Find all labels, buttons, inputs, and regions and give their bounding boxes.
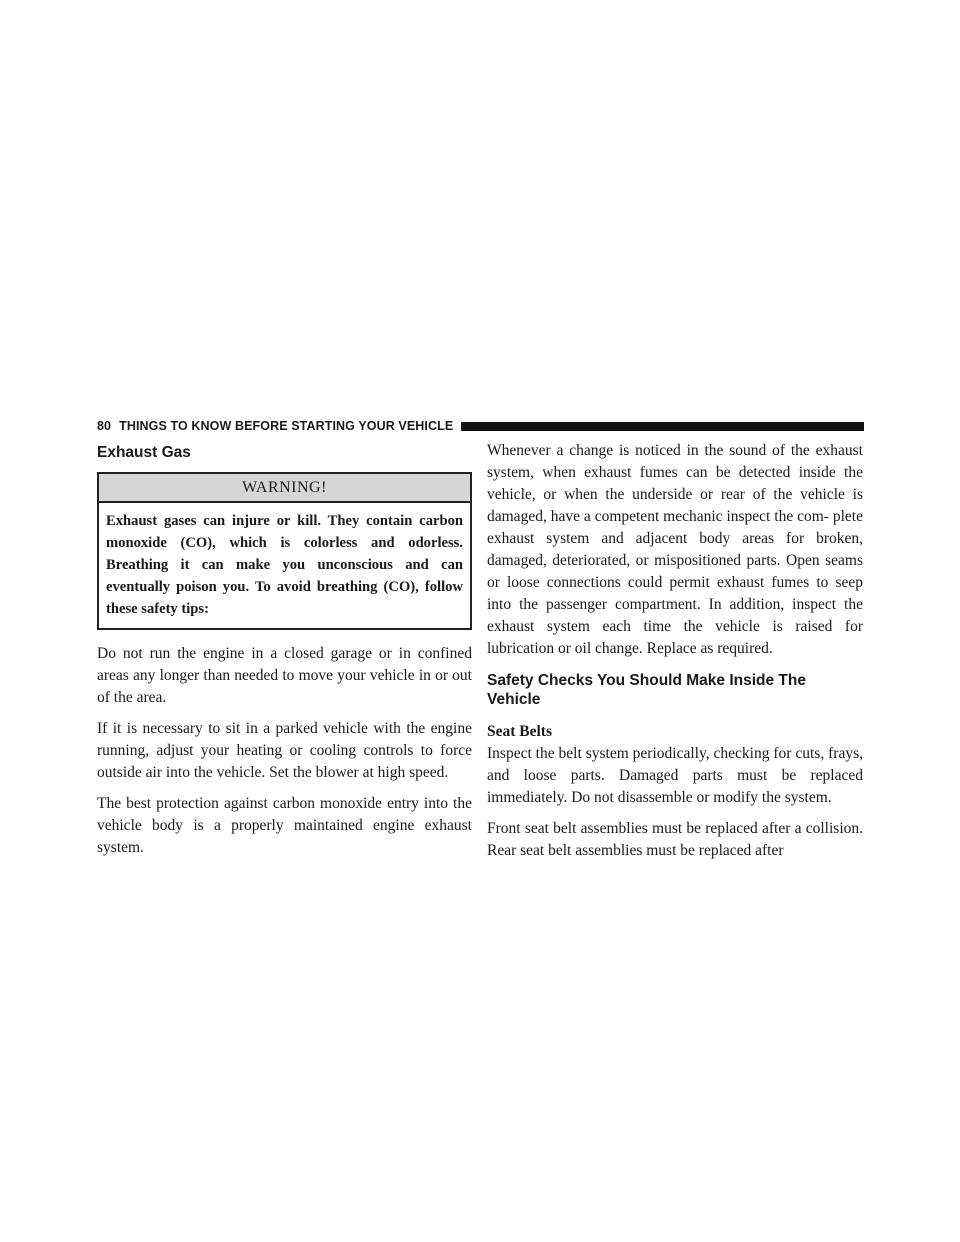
paragraph-parked-vehicle: If it is necessary to sit in a parked vehicle with the engine running, adjust your heating or cooling controls to force outside air into the vehicle. Set the blower at high speed. bbox=[97, 720, 472, 781]
seat-belts-subheading: Seat Belts bbox=[487, 723, 553, 740]
paragraph-inspect-belts: Inspect the belt system periodically, checking for cuts, frays, and loose parts. Damaged parts must be replaced immediately. Do not disassemble or modify the system. bbox=[487, 745, 863, 806]
paragraph-closed-garage: Do not run the engine in a closed garage or in confined areas any longer than needed to move your vehicle in or out of the area. bbox=[97, 645, 472, 706]
header-rule bbox=[461, 422, 864, 431]
safety-checks-heading: Safety Checks You Should Make Inside The Vehicle bbox=[487, 672, 806, 708]
warning-box bbox=[97, 472, 472, 630]
warning-body: Exhaust gases can injure or kill. They contain carbon monoxide (CO), which is colorless and odorless. Breathing it can make you unconscious and can eventually poison you. To avoid breathing (CO), follow these safety tips: bbox=[106, 513, 463, 617]
paragraph-exhaust-change: Whenever a change is noticed in the sound of the exhaust system, when exhaust fumes can be detected inside the vehicle, or when the underside or rear of the vehicle is damaged, have a competent mechanic inspect the com- plete exhaust system and adjacent body areas for broken, damaged, deteriorated, or mispositioned parts. Open seams or loose connections could permit exhaust fumes to seep into the passenger compartment. In addition, inspect the exhaust system each time the vehicle is raised for lubrication or oil change. Replace as required. bbox=[487, 442, 863, 657]
exhaust-gas-heading: Exhaust Gas bbox=[97, 444, 191, 461]
right-column bbox=[487, 440, 863, 871]
page-header bbox=[97, 417, 864, 435]
left-column bbox=[97, 440, 472, 868]
page-number: 80 bbox=[97, 419, 112, 433]
paragraph-front-seat-belts: Front seat belt assemblies must be replaced after a collision. Rear seat belt assemblies must be replaced after bbox=[487, 820, 863, 859]
section-title: THINGS TO KNOW BEFORE STARTING YOUR VEHICLE bbox=[119, 419, 454, 433]
warning-title: WARNING! bbox=[99, 474, 470, 503]
paragraph-best-protection: The best protection against carbon monoxide entry into the vehicle body is a properly maintained engine exhaust system. bbox=[97, 795, 472, 856]
